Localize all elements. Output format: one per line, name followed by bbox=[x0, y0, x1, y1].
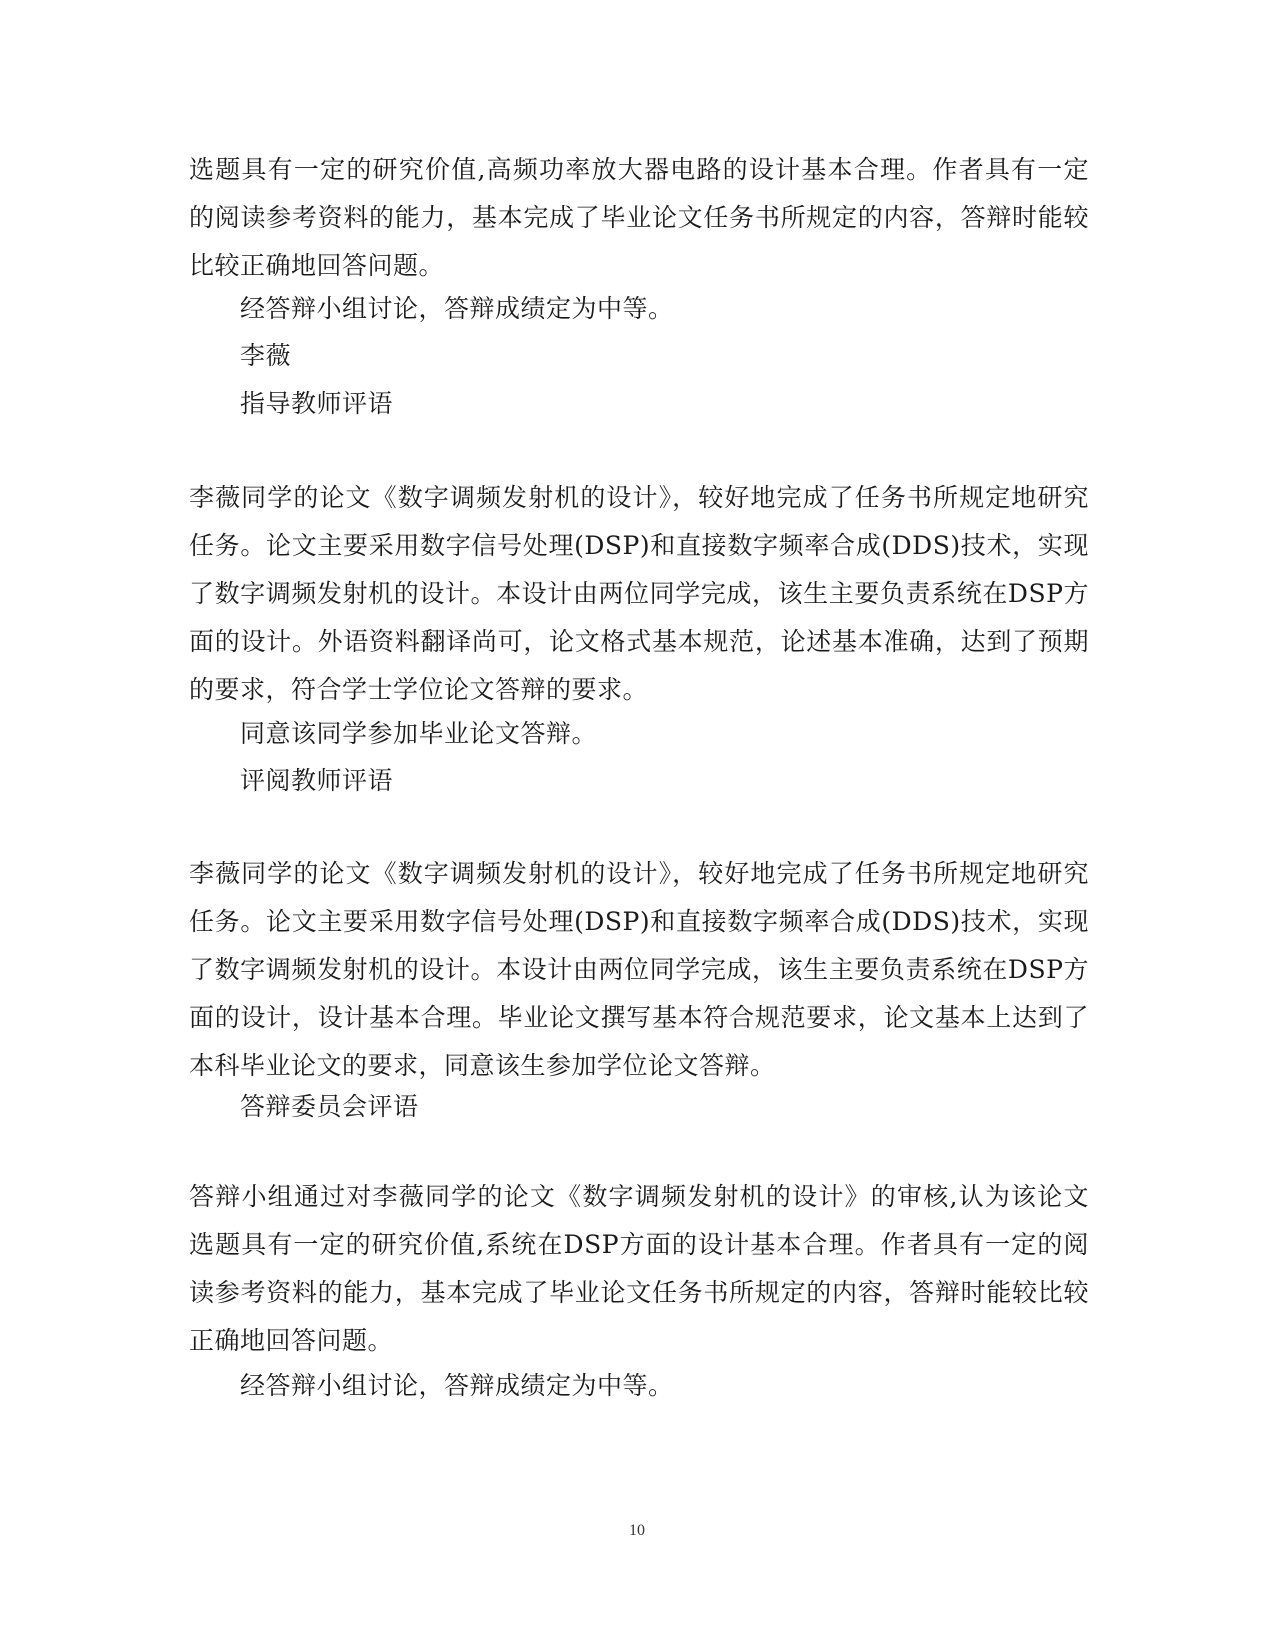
section-heading-advisor-comments: 指导教师评语 bbox=[240, 389, 394, 418]
defense-result-1: 经答辩小组讨论，答辩成绩定为中等。 bbox=[240, 294, 674, 323]
section-heading-committee-comments: 答辩委员会评语 bbox=[240, 1092, 419, 1121]
paragraph-advisor-comments: 李薇同学的论文《数字调频发射机的设计》，较好地完成了任务书所规定地研究任务。论文主要采用数字信号处理(DSP)和直接数字频率合成(DDS)技术，实现了数字调频发射机的设计。本设计由两位同学完成，该生主要负责系统在DSP方面的设计。外语资料翻译尚可，论文格式基本规范，论述基本准确，达到了预期的要求，符合学士学位论文答辩的要求。 bbox=[189, 483, 1089, 704]
advisor-approval: 同意该同学参加毕业论文答辩。 bbox=[240, 719, 598, 748]
student-name: 李薇 bbox=[240, 341, 292, 370]
paragraph-defense-review-1: 选题具有一定的研究价值,高频功率放大器电路的设计基本合理。作者具有一定的阅读参考资料的能力，基本完成了毕业论文任务书所规定的内容，答辩时能较比较正确地回答问题。 bbox=[189, 155, 1089, 280]
section-heading-reviewer-comments: 评阅教师评语 bbox=[240, 766, 394, 795]
page-number: 10 bbox=[629, 1522, 645, 1539]
paragraph-reviewer-comments: 李薇同学的论文《数字调频发射机的设计》，较好地完成了任务书所规定地研究任务。论文主要采用数字信号处理(DSP)和直接数字频率合成(DDS)技术，实现了数字调频发射机的设计。本设计由两位同学完成，该生主要负责系统在DSP方面的设计，设计基本合理。毕业论文撰写基本符合规范要求，论文基本上达到了本科毕业论文的要求，同意该生参加学位论文答辩。 bbox=[189, 859, 1089, 1080]
defense-result-2: 经答辩小组讨论，答辩成绩定为中等。 bbox=[240, 1371, 674, 1400]
paragraph-committee-comments: 答辩小组通过对李薇同学的论文《数字调频发射机的设计》的审核,认为该论文选题具有一定的研究价值,系统在DSP方面的设计基本合理。作者具有一定的阅读参考资料的能力，基本完成了毕业论文任务书所规定的内容，答辩时能较比较正确地回答问题。 bbox=[189, 1182, 1089, 1355]
